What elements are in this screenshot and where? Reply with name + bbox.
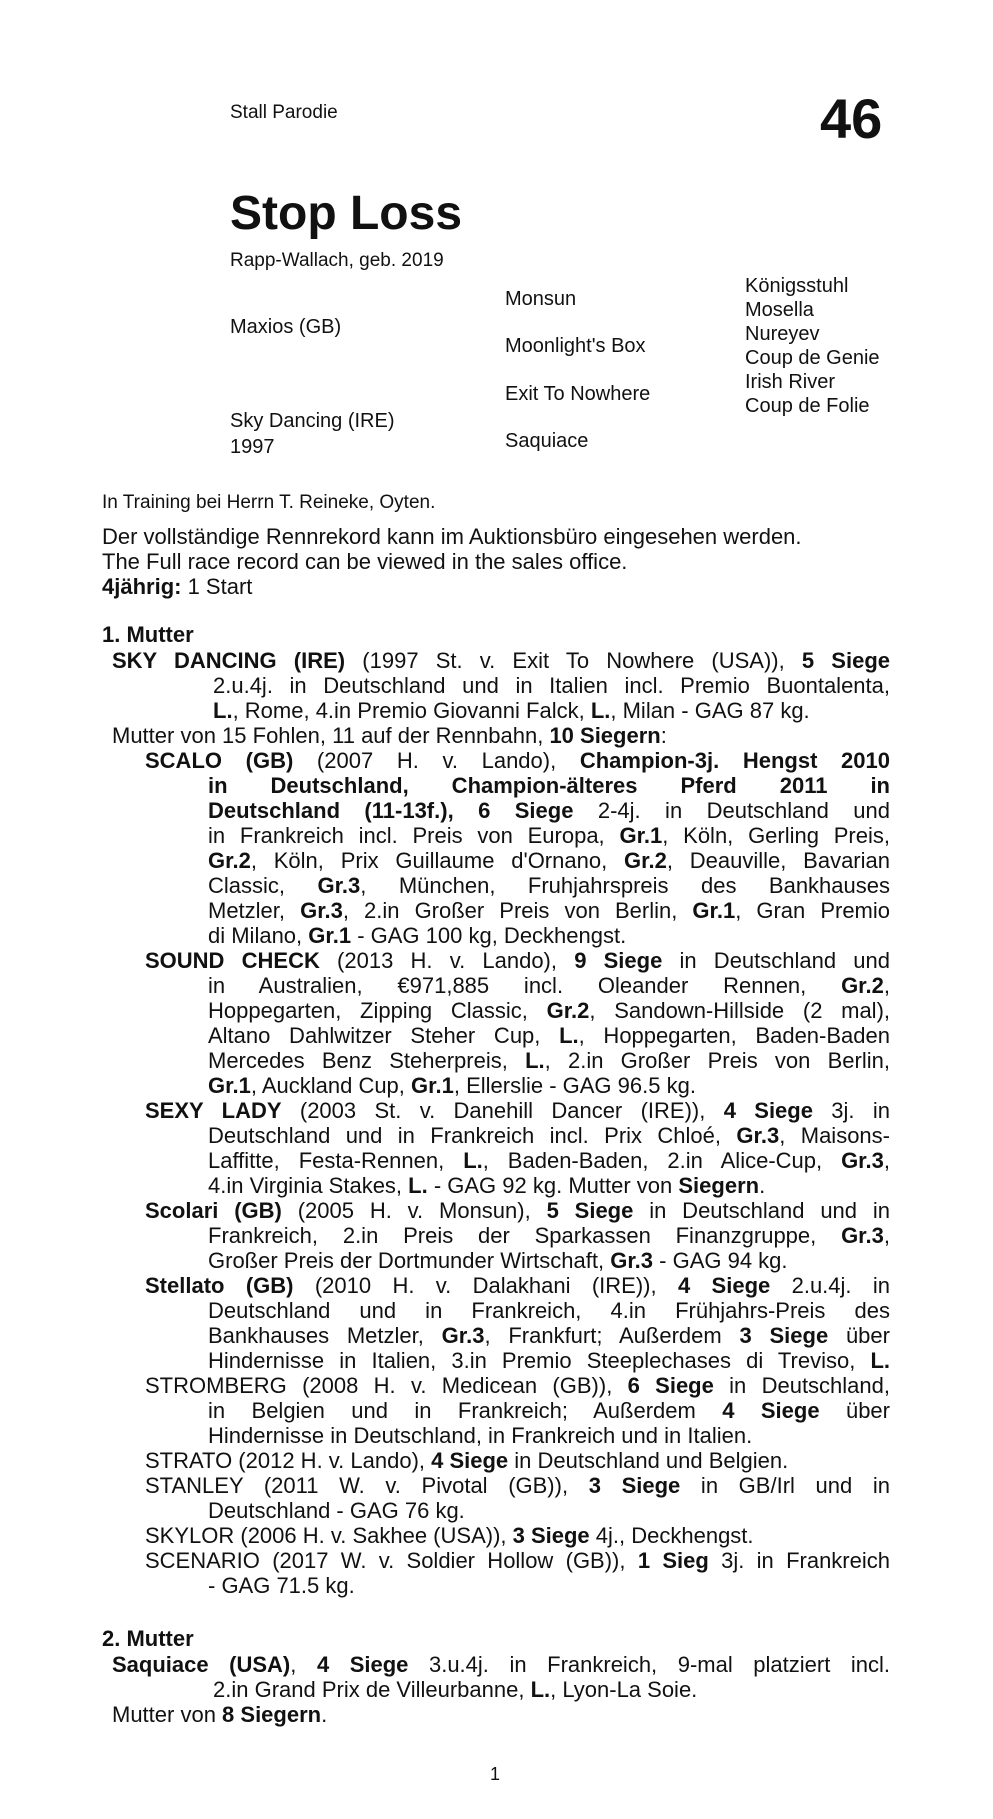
first-dam-main-line [213,698,810,723]
text-run: , Auckland Cup, [250,1073,412,1098]
offspring-line [208,1323,890,1348]
text-run: , Gran Premio [735,898,891,923]
text-run: (2007 H. v. Lando), [293,748,580,773]
pedigree-grandparent: Exit To Nowhere [505,383,651,405]
bold-text-run: L. [590,698,611,723]
pedigree-great-grandparent: Königsstuhl [745,275,849,297]
pedigree-great-grandparent: Coup de Folie [745,395,870,417]
stall-name: Stall Parodie [230,102,338,123]
text-run: Laffitte, Festa-Rennen, [208,1148,464,1173]
first-dam-main-line [213,673,890,698]
offspring-line [208,823,890,848]
offspring-line [208,1223,890,1248]
text-run: 2.in Grand Prix de Villeurbanne, [213,1677,531,1702]
text-run: , Frankfurt; Außerdem [484,1323,740,1348]
pedigree-great-grandparent: Mosella [745,299,814,321]
bold-text-run: Gr.1 [208,1073,251,1098]
record-note-de: Der vollständige Rennrekord kann im Auktionsbüro eingesehen werden. [102,524,802,549]
text-run: 4.in Virginia Stakes, [208,1173,409,1198]
bold-text-run: Scolari (GB) [145,1198,282,1223]
offspring-line [208,973,890,998]
text-run: Großer Preis der Dortmunder Wirtschaft, [208,1248,611,1273]
offspring-line [208,773,890,798]
text-run: (2010 H. v. Dalakhani (IRE)), [293,1273,678,1298]
bold-text-run: Champion-3j. Hengst 2010 [579,748,890,773]
text-run: 2.u.4j. in [770,1273,891,1298]
bold-text-run: Saquiace (USA) [112,1652,291,1677]
offspring-line [208,1023,890,1048]
text-run: STRATO (2012 H. v. Lando), [145,1448,432,1473]
offspring-line [208,1298,890,1323]
lot-number: 46 [820,87,883,150]
offspring-line [208,1173,765,1198]
offspring-line [208,1073,696,1098]
text-run: 3j. in Frankreich [708,1548,890,1573]
text-run: STROMBERG (2008 H. v. Medicean (GB)), [145,1373,628,1398]
bold-text-run: L. [463,1148,483,1173]
offspring-line [208,998,890,1023]
pedigree-dam-year: 1997 [230,436,275,458]
offspring-line [145,1523,754,1548]
text-run: Classic, [208,873,318,898]
text-run: , [883,1148,890,1173]
text-run: , 2.in Großer Preis von Berlin, [342,898,693,923]
offspring-line [208,1423,752,1448]
bold-text-run: L. [525,1048,545,1073]
bold-text-run: 3 Siege [512,1523,590,1548]
bold-text-run: Gr.3 [610,1248,654,1273]
text-run: Hoppegarten, Zipping Classic, [208,998,547,1023]
bold-text-run: 3 Siege [739,1323,829,1348]
text-run: , [883,973,890,998]
bold-text-run: 8 Siegern [222,1702,322,1727]
text-run: über [828,1323,890,1348]
text-run: 3.u.4j. in Frankreich, 9-mal platziert incl. [408,1652,890,1677]
text-run: - GAG 94 kg. [653,1248,788,1273]
text-run: 3j. in [812,1098,890,1123]
race-record [102,524,802,599]
text-run: Frankreich, 2.in Preis der Sparkassen Finanzgruppe, [208,1223,842,1248]
offspring-line [208,923,626,948]
offspring-line [208,1123,890,1148]
bold-text-run: Deutschland (11-13f.), 6 Siege [208,798,574,823]
horse-description: Rapp-Wallach, geb. 2019 [230,250,444,271]
bold-text-run: in Deutschland, Champion-älteres Pferd 2011 in [208,773,890,798]
text-run: - GAG 71.5 kg. [208,1573,355,1598]
bold-text-run: 10 Siegern [549,723,661,748]
bold-text-run: Gr.3 [317,873,361,898]
bold-text-run: Gr.1 [692,898,736,923]
pedigree-great-grandparent: Irish River [745,371,836,393]
text-run: , Baden-Baden, 2.in Alice-Cup, [482,1148,842,1173]
offspring-line [208,1248,788,1273]
second-dam-main-line [112,1652,890,1677]
offspring-line [208,898,890,923]
offspring-line [208,848,890,873]
text-run: - GAG 92 kg. Mutter von [427,1173,679,1198]
text-run: , [883,1223,890,1248]
text-run: Deutschland - GAG 76 kg. [208,1498,465,1523]
text-run: (2013 H. v. Lando), [319,948,575,973]
text-run: in Deutschland, [713,1373,890,1398]
text-run: , [290,1652,317,1677]
text-run: 2-4j. in Deutschland und [573,798,890,823]
bold-text-run: 6 Siege [627,1373,714,1398]
offspring-line [145,1448,788,1473]
pedigree-grandparent: Moonlight's Box [505,335,646,357]
bold-text-run: Gr.3 [441,1323,485,1348]
record-age-label: 4jährig: [102,574,182,599]
bold-text-run: 1 Sieg [637,1548,709,1573]
text-run: . [321,1702,328,1727]
text-run: STANLEY (2011 W. v. Pivotal (GB)), [145,1473,589,1498]
offspring-line [208,1573,355,1598]
text-run: Hindernisse in Deutschland, in Frankreich und in Italien. [208,1423,753,1448]
text-run: , Maisons- [779,1123,890,1148]
bold-text-run: SCALO (GB) [145,748,294,773]
bold-text-run: Gr.2 [841,973,884,998]
first-dam-main-line [112,648,890,673]
pedigree-grandparent: Monsun [505,288,577,310]
first-dam-produce-line [112,723,667,748]
pedigree-dam: Sky Dancing (IRE) [230,410,395,432]
offspring-line [208,873,890,898]
bold-text-run: Siegern [678,1173,760,1198]
text-run: Deutschland und in Frankreich, 4.in Frühjahrs-Preis des [208,1298,890,1323]
offspring-line [208,1348,890,1373]
text-run: di Milano, [208,923,309,948]
text-run: in Frankreich incl. Preis von Europa, [208,823,620,848]
pedigree-great-grandparent: Coup de Genie [745,347,880,369]
text-run: Mercedes Benz Steherpreis, [208,1048,526,1073]
text-run: (2005 H. v. Monsun), [281,1198,547,1223]
text-run: , Deauville, Bavarian [666,848,890,873]
bold-text-run: Gr.1 [308,923,352,948]
text-run: SCENARIO (2017 W. v. Soldier Hollow (GB)), [145,1548,638,1573]
offspring-line [145,1273,890,1298]
offspring-line [208,1398,890,1423]
text-run: (1997 St. v. Exit To Nowhere (USA)), [345,648,802,673]
bold-text-run: Gr.2 [208,848,251,873]
bold-text-run: Gr.2 [546,998,590,1023]
first-dam-heading: 1. Mutter [102,622,194,647]
offspring-line [145,948,890,973]
text-run: in GB/Irl und in [680,1473,891,1498]
page-number: 1 [490,1764,501,1784]
text-run: 4j., Deckhengst. [589,1523,754,1548]
text-run: , München, Fruhjahrspreis des Bankhauses [360,873,890,898]
text-run: , Hoppegarten, Baden-Baden [578,1023,890,1048]
bold-text-run: 4 Siege [722,1398,820,1423]
bold-text-run: Gr.3 [300,898,343,923]
text-run: , Ellerslie - GAG 96.5 kg. [453,1073,696,1098]
training-note: In Training bei Herrn T. Reineke, Oyten. [102,492,436,513]
bold-text-run: Gr.1 [619,823,663,848]
text-run: 2.u.4j. in Deutschland und in Italien incl. Premio Buontalenta, [213,673,890,698]
text-run: : [660,723,667,748]
offspring-line [208,1148,890,1173]
text-run: Hindernisse in Italien, 3.in Premio Steeplechases di Treviso, [208,1348,871,1373]
bold-text-run: L. [559,1023,579,1048]
offspring-line [145,1373,890,1398]
text-run: , Lyon-La Soie. [550,1677,698,1702]
text-run: , 2.in Großer Preis von Berlin, [544,1048,890,1073]
bold-text-run: 4 Siege [316,1652,409,1677]
horse-name: Stop Loss [230,187,463,240]
text-run: SKYLOR (2006 H. v. Sakhee (USA)), [145,1523,513,1548]
text-run: Mutter von 15 Fohlen, 11 auf der Rennbahn, [112,723,550,748]
second-dam-heading: 2. Mutter [102,1626,194,1651]
bold-text-run: 4 Siege [677,1273,771,1298]
text-run: . [759,1173,766,1198]
text-run: , Köln, Prix Guillaume d'Ornano, [250,848,624,873]
offspring-line [145,748,890,773]
text-run: in Deutschland und Belgien. [508,1448,789,1473]
bold-text-run: L. [870,1348,890,1373]
text-run: in Deutschland und in [633,1198,891,1223]
bold-text-run: 4 Siege [431,1448,509,1473]
offspring-line [145,1548,890,1573]
pedigree-great-grandparent: Nureyev [745,323,820,345]
text-run: in Deutschland und [662,948,891,973]
bold-text-run: 4 Siege [723,1098,813,1123]
bold-text-run: SEXY LADY [145,1098,282,1123]
bold-text-run: 5 Siege [801,648,890,673]
bold-text-run: 3 Siege [588,1473,681,1498]
bold-text-run: SOUND CHECK [145,948,320,973]
record-age-line [102,574,802,599]
text-run: Mutter von [112,1702,223,1727]
bold-text-run: SKY DANCING (IRE) [112,648,346,673]
text-run: - GAG 100 kg, Deckhengst. [351,923,627,948]
bold-text-run: Gr.3 [736,1123,780,1148]
text-run: Metzler, [208,898,301,923]
bold-text-run: Gr.3 [841,1223,884,1248]
text-run: in Australien, €971,885 incl. Oleander Rennen, [208,973,842,998]
offspring-line [145,1198,890,1223]
text-run: Altano Dahlwitzer Steher Cup, [208,1023,560,1048]
bold-text-run: Gr.1 [411,1073,454,1098]
second-dam-produce-line [112,1702,327,1727]
pedigree-grandparent: Saquiace [505,430,589,452]
bold-text-run: Gr.3 [841,1148,884,1173]
bold-text-run: L. [213,698,233,723]
text-run: , Rome, 4.in Premio Giovanni Falck, [232,698,591,723]
bold-text-run: L. [408,1173,428,1198]
offspring-line [208,1498,465,1523]
bold-text-run: 5 Siege [546,1198,634,1223]
bold-text-run: Gr.2 [624,848,667,873]
text-run: , Köln, Gerling Preis, [662,823,890,848]
text-run: (2003 St. v. Danehill Dancer (IRE)), [281,1098,724,1123]
bold-text-run: L. [530,1677,551,1702]
bold-text-run: 9 Siege [574,948,663,973]
text-run: Deutschland und in Frankreich incl. Prix Chloé, [208,1123,737,1148]
record-note-en: The Full race record can be viewed in the sales office. [102,549,628,574]
text-run: über [819,1398,890,1423]
offspring-line [208,1048,890,1073]
text-run: , Milan - GAG 87 kg. [610,698,810,723]
record-age-value: 1 Start [181,574,253,599]
bold-text-run: Stellato (GB) [145,1273,294,1298]
second-dam-main-line [213,1677,697,1702]
text-run: Bankhauses Metzler, [208,1323,442,1348]
pedigree-sire: Maxios (GB) [230,316,342,338]
text-run: , Sandown-Hillside (2 mal), [589,998,891,1023]
text-run: in Belgien und in Frankreich; Außerdem [208,1398,723,1423]
offspring-line [145,1473,890,1498]
offspring-line [145,1098,890,1123]
offspring-line [208,798,890,823]
